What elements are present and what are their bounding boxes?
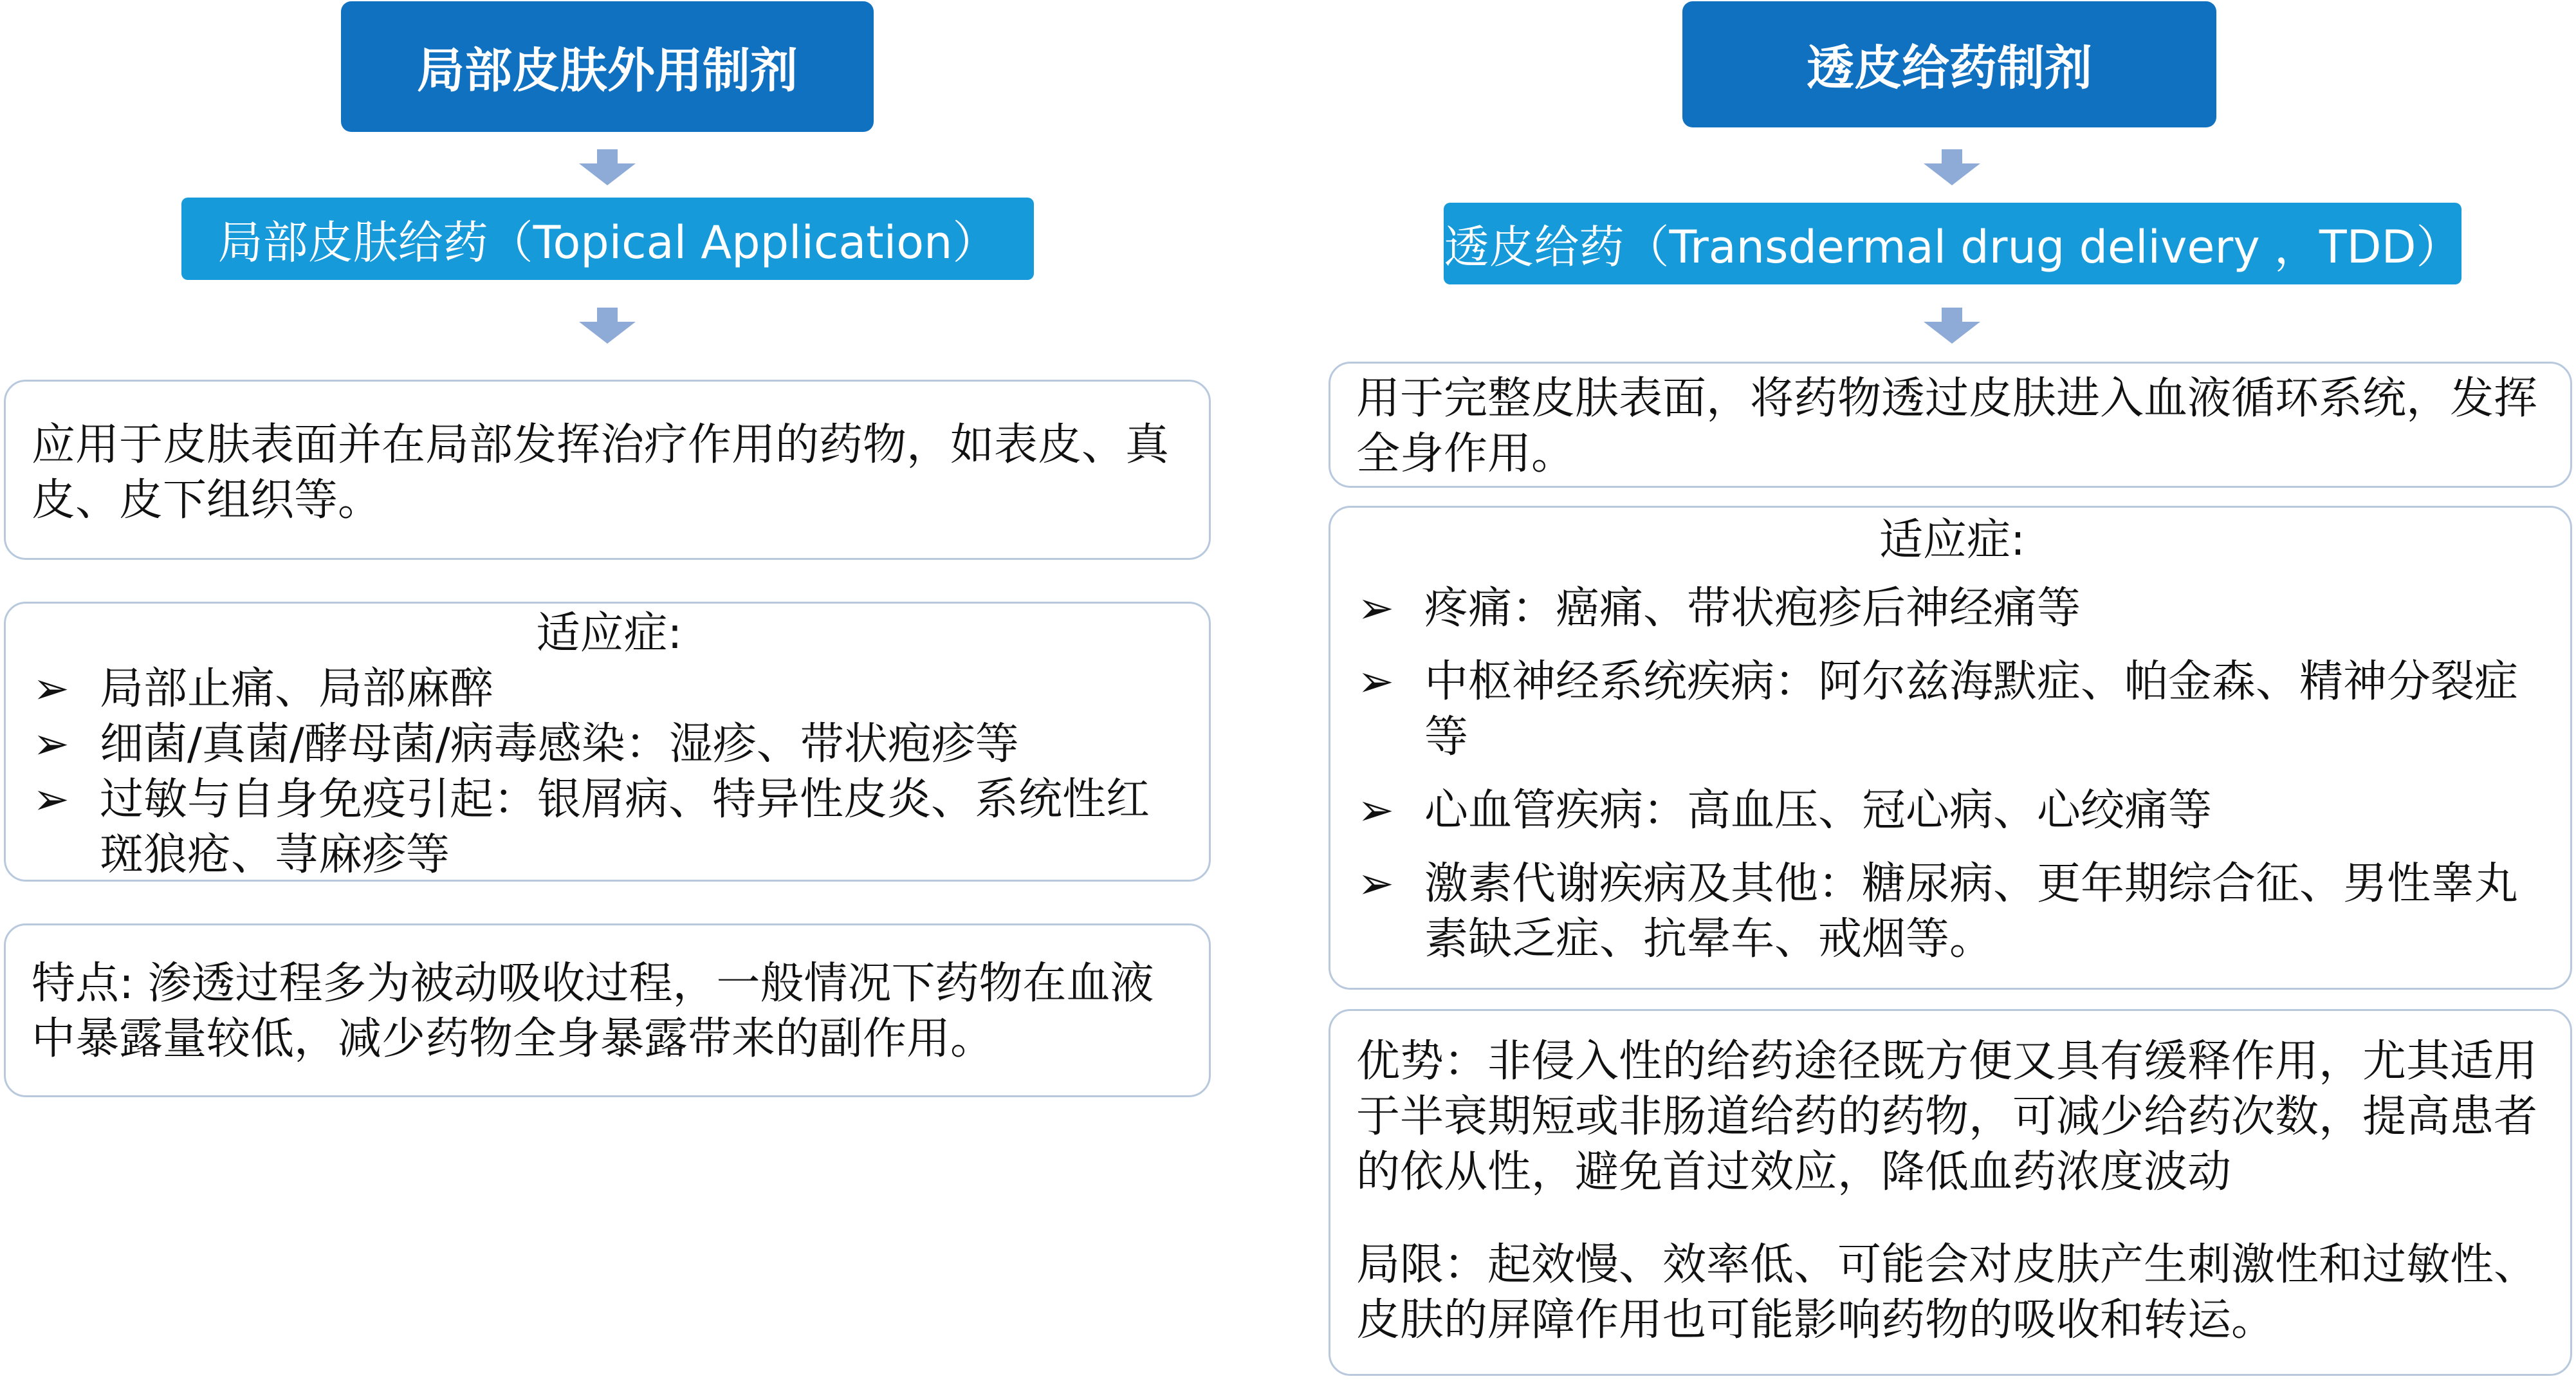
down-arrow-icon	[1924, 149, 1980, 185]
left-subheader-label: 局部皮肤给药（Topical Application）	[217, 216, 998, 269]
bullet-arrow-icon: ➢	[1357, 656, 1394, 707]
right-pros-cons-panel	[1329, 1009, 2572, 1376]
list-item	[33, 717, 1191, 772]
bullet-arrow-icon: ➢	[1357, 785, 1394, 836]
right-column	[1329, 0, 2576, 1381]
left-indications-list	[33, 662, 1191, 883]
list-item	[33, 662, 1191, 717]
left-description-panel	[4, 380, 1211, 560]
left-description-text: 应用于皮肤表面并在局部发挥治疗作用的药物，如表皮、真皮、皮下组织等。	[32, 420, 1170, 526]
right-advantages-text: 优势：非侵入性的给药途径既方便又具有缓释作用，尤其适用于半衰期短或非肠道给药的药物，可减少给药次数，提高患者的依从性，避免首过效应，降低血药浓度波动	[1356, 1036, 2538, 1198]
left-subheader	[181, 198, 1034, 280]
down-arrow-icon	[579, 149, 636, 185]
right-subheader-label: 透皮给药（Transdermal drug delivery ，TDD）	[1444, 221, 2461, 273]
right-header	[1682, 1, 2216, 127]
left-indication-2: 细菌/真菌/酵母菌/病毒感染：湿疹、带状疱疹等	[100, 719, 1019, 770]
down-arrow-icon	[579, 308, 636, 344]
list-item	[1357, 654, 2554, 765]
down-arrow-icon	[1924, 308, 1980, 344]
bullet-arrow-icon: ➢	[1357, 858, 1394, 909]
right-limitations-text: 局限：起效慢、效率低、可能会对皮肤产生刺激性和过敏性、皮肤的屏障作用也可能影响药物的吸收和转运。	[1356, 1239, 2538, 1346]
right-subheader	[1444, 203, 2461, 284]
right-indication-3: 心血管疾病：高血压、冠心病、心绞痛等	[1424, 785, 2213, 836]
right-description-text: 用于完整皮肤表面，将药物透过皮肤进入血液循环系统，发挥全身作用。	[1356, 373, 2538, 479]
bullet-arrow-icon: ➢	[33, 774, 69, 825]
list-item	[1357, 783, 2554, 839]
left-column	[0, 0, 1216, 1381]
right-indication-2: 中枢神经系统疾病：阿尔兹海默症、帕金森、精神分裂症等	[1424, 656, 2519, 763]
left-indication-1: 局部止痛、局部麻醉	[100, 663, 494, 714]
list-item	[1357, 857, 2554, 967]
right-header-label: 透皮给药制剂	[1807, 41, 2092, 96]
right-indications-title: 适应症:	[1879, 515, 2025, 566]
list-item	[1357, 581, 2554, 636]
left-header	[341, 1, 874, 132]
left-arrow-1	[579, 149, 636, 185]
right-indication-4: 激素代谢疾病及其他：糖尿病、更年期综合征、男性睾丸素缺乏症、抗晕车、戒烟等。	[1424, 858, 2519, 965]
left-indications-title: 适应症:	[536, 608, 683, 659]
right-arrow-2	[1924, 308, 1980, 344]
left-indications-panel	[4, 602, 1211, 882]
list-item	[33, 772, 1191, 883]
bullet-arrow-icon: ➢	[33, 719, 69, 770]
left-indication-3: 过敏与自身免疫引起：银屑病、特异性皮炎、系统性红斑狼疮、荨麻疹等	[100, 774, 1150, 880]
left-arrow-2	[579, 308, 636, 344]
left-features-text: 特点: 渗透过程多为被动吸收过程，一般情况下药物在血液中暴露量较低，减少药物全身暴露带来的副作用。	[32, 958, 1154, 1064]
right-indications-panel	[1329, 506, 2572, 990]
right-indication-1: 疼痛：癌痛、带状疱疹后神经痛等	[1424, 583, 2081, 634]
bullet-arrow-icon: ➢	[33, 663, 69, 714]
left-features-panel	[4, 923, 1211, 1097]
bullet-arrow-icon: ➢	[1357, 583, 1394, 634]
right-description-panel	[1329, 362, 2572, 488]
left-header-label: 局部皮肤外用制剂	[417, 42, 798, 98]
right-indications-list	[1357, 581, 2554, 967]
right-arrow-1	[1924, 149, 1980, 185]
